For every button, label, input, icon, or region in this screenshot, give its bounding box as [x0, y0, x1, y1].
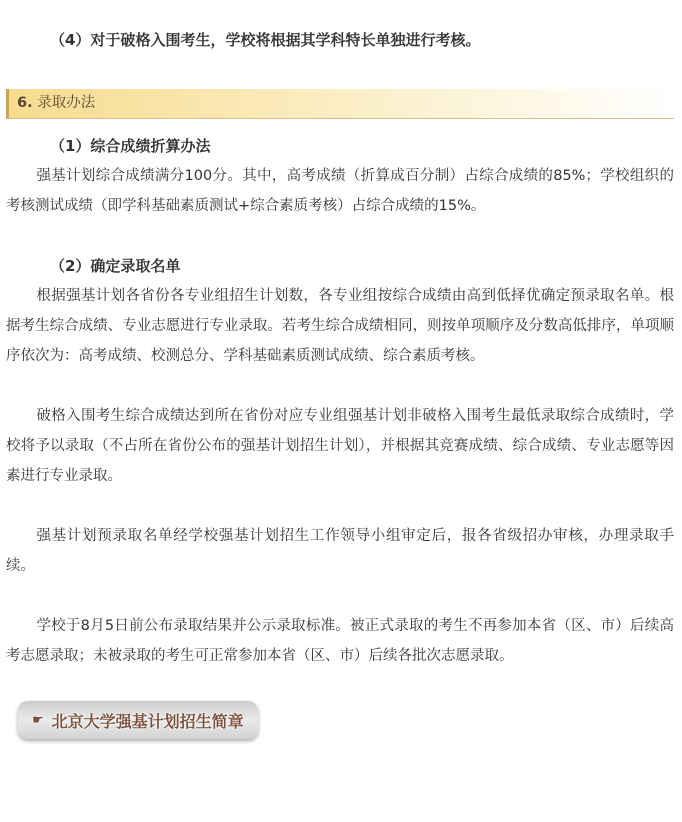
- section-title: 录取办法: [37, 95, 96, 111]
- admissions-brochure-button[interactable]: [18, 701, 258, 739]
- paragraph-4: 强基计划预录取名单经学校强基计划招生工作领导小组审定后，报各省级招办审核，办理录取手续。: [6, 528, 674, 574]
- subheading-2: （2）确定录取名单: [50, 257, 181, 275]
- section-header: [6, 89, 674, 119]
- paragraph-5: 学校于8月5日前公布录取结果并公示录取标准。被正式录取的考生不再参加本省（区、市）后续高考志愿录取；未被录取的考生可正常参加本省（区、市）后续各批次志愿录取。: [6, 618, 674, 664]
- button-label: 北京大学强基计划招生简章: [51, 711, 244, 731]
- section-number: 6.: [17, 95, 33, 111]
- intro-item: （4）对于破格入围考生，学校将根据其学科特长单独进行考核。: [50, 31, 481, 49]
- pointing-hand-icon: ☛: [32, 712, 44, 728]
- paragraph-3: 破格入围考生综合成绩达到所在省份对应专业组强基计划非破格入围考生最低录取综合成绩时，学校将予以录取（不占所在省份公布的强基计划招生计划），并根据其竞赛成绩、综合成绩、专业志愿等因素进行专业录取。: [6, 408, 674, 484]
- subheading-1: （1）综合成绩折算办法: [50, 137, 211, 155]
- paragraph-2: 根据强基计划各省份各专业组招生计划数，各专业组按综合成绩由高到低择优确定预录取名单。根据考生综合成绩、专业志愿进行专业录取。若考生综合成绩相同，则按单项顺序及分数高低排序，单项顺序依次为：高考成绩、校测总分、学科基础素质测试成绩、综合素质考核。: [6, 288, 674, 364]
- paragraph-1: 强基计划综合成绩满分100分。其中，高考成绩（折算成百分制）占综合成绩的85%；学校组织的考核测试成绩（即学科基础素质测试+综合素质考核）占综合成绩的15%。: [6, 168, 674, 214]
